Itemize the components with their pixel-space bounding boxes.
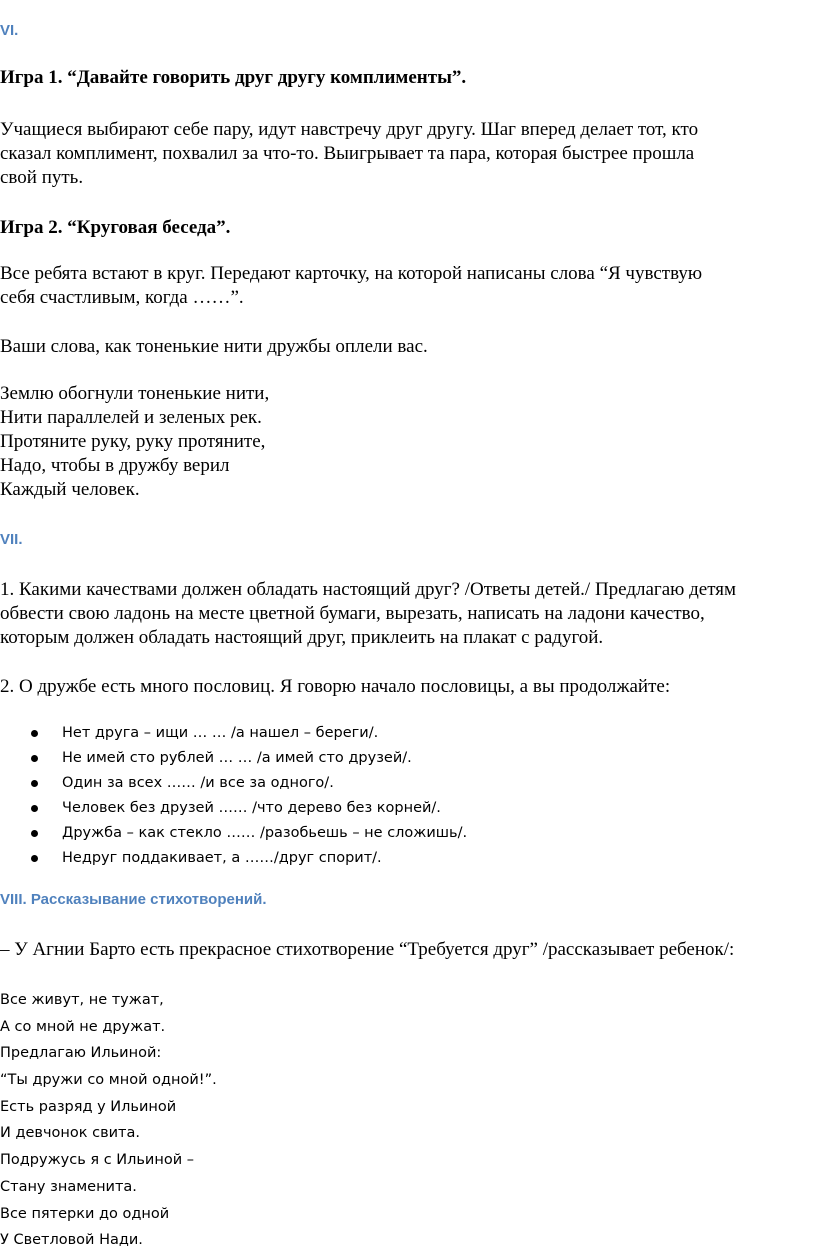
section-heading-viii: VIII. Рассказывание стихотворений. <box>0 891 267 908</box>
proverb-text: Человек без друзей …… /что дерево без корней/. <box>62 800 441 816</box>
bullet-icon <box>31 830 38 837</box>
list-item <box>0 821 467 846</box>
section-heading-vii: VII. <box>0 531 23 548</box>
bullet-icon <box>31 755 38 762</box>
proverbs-list <box>0 721 467 871</box>
game1-description <box>0 118 698 190</box>
verse-line: Каждый человек. <box>0 479 140 500</box>
poem-line: Все живут, не тужат, <box>0 992 164 1008</box>
list-item <box>0 721 467 746</box>
paragraph-line: свой путь. <box>0 167 84 188</box>
list-item <box>0 771 467 796</box>
bullet-icon <box>31 730 38 737</box>
game2-title: Игра 2. “Круговая беседа”. <box>0 217 231 238</box>
verse-line: Землю обогнули тоненькие нити, <box>0 383 270 404</box>
poem-line: Подружусь я с Ильиной – <box>0 1152 194 1169</box>
paragraph-line: Учащиеся выбирают себе пару, идут навстречу друг другу. Шаг вперед делает тот, кто <box>0 119 699 140</box>
section-heading-vi: VI. <box>0 22 19 39</box>
poem-line: И девчонок свита. <box>0 1125 140 1142</box>
list-item <box>0 846 467 871</box>
verse-line: Нити параллелей и зеленых рек. <box>0 407 262 428</box>
poem-line: “Ты дружи со мной одной!”. <box>0 1072 217 1089</box>
game1-title: Игра 1. “Давайте говорить друг другу комплименты”. <box>0 67 467 88</box>
proverb-text: Один за всех …… /и все за одного/. <box>62 775 334 791</box>
paragraph-line: которым должен обладать настоящий друг, приклеить на плакат с радугой. <box>0 627 604 648</box>
paragraph-line: сказал комплимент, похвалил за что-то. Выигрывает та пара, которая быстрее прошла <box>0 143 695 164</box>
bullet-icon <box>31 805 38 812</box>
paragraph-line: обвести свою ладонь на месте цветной бумаги, вырезать, написать на ладони качество, <box>0 603 705 624</box>
proverb-text: Недруг поддакивает, а ……/друг спорит/. <box>62 850 382 866</box>
list-item <box>0 746 467 771</box>
verse-line: Протяните руку, руку протяните, <box>0 431 266 452</box>
paragraph-line: Все ребята встают в круг. Передают карточку, на которой написаны слова “Я чувствую <box>0 263 703 284</box>
poem-line: Предлагаю Ильиной: <box>0 1045 162 1062</box>
bullet-icon <box>31 855 38 862</box>
poem-line: У Светловой Нади. <box>0 1232 143 1249</box>
verse-friendship <box>0 382 269 502</box>
poem-line: Все пятерки до одной <box>0 1205 170 1222</box>
barto-poem <box>0 987 217 1254</box>
list-item <box>0 796 467 821</box>
paragraph-line: себя счастливым, когда ……”. <box>0 287 244 308</box>
task2-paragraph: 2. О дружбе есть много пословиц. Я говорю начало пословицы, а вы продолжайте: <box>0 676 671 697</box>
game2-description <box>0 262 702 310</box>
proverb-text: Не имей сто рублей … … /а имей сто друзей/. <box>62 750 412 766</box>
threads-line: Ваши слова, как тоненькие нити дружбы оплели вас. <box>0 336 428 357</box>
poem-line: А со мной не дружат. <box>0 1018 166 1035</box>
proverb-text: Нет друга – ищи … … /а нашел – береги/. <box>62 725 379 741</box>
task1-paragraph <box>0 578 736 650</box>
poem-line: Есть разряд у Ильиной <box>0 1098 177 1115</box>
proverb-text: Дружба – как стекло …… /разобьешь – не сложишь/. <box>62 825 468 841</box>
bullet-icon <box>31 780 38 787</box>
barto-intro: – У Агнии Барто есть прекрасное стихотворение “Требуется друг” /рассказывает ребенок/: <box>0 939 735 960</box>
paragraph-line: 1. Какими качествами должен обладать настоящий друг? /Ответы детей./ Предлагаю детям <box>0 579 737 600</box>
verse-line: Надо, чтобы в дружбу верил <box>0 455 230 476</box>
poem-line: Стану знаменита. <box>0 1178 137 1195</box>
